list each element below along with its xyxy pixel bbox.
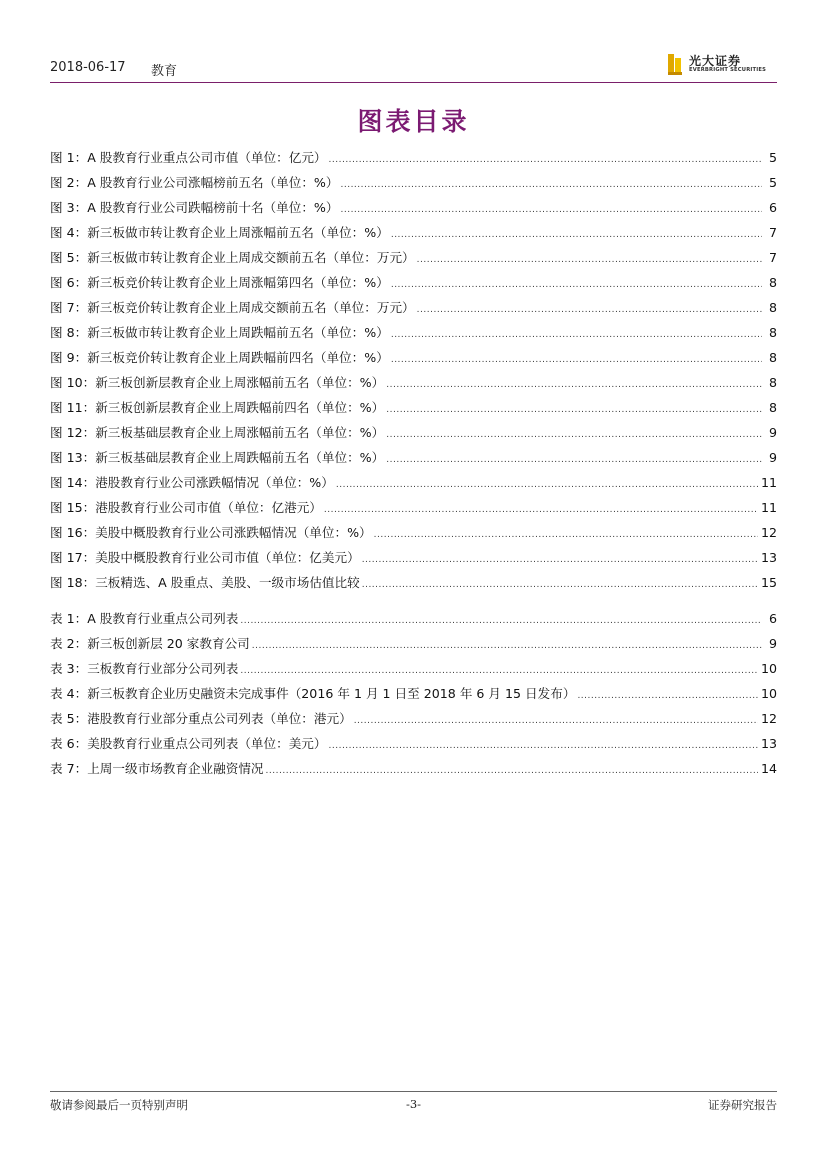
dot-leader [374,523,758,548]
dot-leader [391,273,762,298]
toc-entry-label: 图 18：三板精选、A 股重点、美股、一级市场估值比较 [50,575,360,590]
page-number: -3- [405,1097,422,1111]
toc-entry-label: 表 2：新三板创新层 20 家教育公司 [50,636,250,651]
toc-entry-page: 8 [768,400,777,415]
dot-leader [577,684,758,709]
toc-entry-label: 图 12：新三板基础层教育企业上周涨幅前五名（单位：%） [50,425,385,440]
table-toc-entry[interactable] [50,606,777,631]
toc-entry-page: 9 [768,450,777,465]
toc-entry-page: 13 [760,550,777,565]
toc-entry-page: 11 [760,500,777,515]
toc-entry-label: 图 5：新三板做市转让教育企业上周成交额前五名（单位：万元） [50,250,415,265]
toc-entry-label: 表 4：新三板教育企业历史融资未完成事件（2016 年 1 月 1 日至 2018 年 6 月 15 日发布） [50,686,576,701]
toc-entry-page: 7 [768,250,777,265]
dot-leader [336,473,758,498]
toc-entry-label: 图 8：新三板做市转让教育企业上周跌幅前五名（单位：%） [50,325,389,340]
toc-entry-label: 表 3：三板教育行业部分公司列表 [50,661,239,676]
dot-leader [329,734,758,759]
industry-label: 教育 [151,64,178,79]
dot-leader [340,173,762,198]
figure-toc-entry[interactable] [50,320,777,345]
toc-entry-page: 8 [768,275,777,290]
dot-leader [340,198,762,223]
table-of-contents [50,145,777,781]
dot-leader [362,573,758,598]
dot-leader [252,634,762,659]
toc-entry-page: 11 [760,475,777,490]
toc-entry-label: 表 7：上周一级市场教育企业融资情况 [50,761,264,776]
dot-leader [391,348,762,373]
figure-list [50,145,777,595]
table-toc-entry[interactable] [50,731,777,756]
report-date: 2018-06-17 [50,60,126,75]
figure-toc-entry[interactable] [50,520,777,545]
toc-entry-page: 10 [760,686,777,701]
toc-entry-label: 图 3：A 股教育行业公司跌幅榜前十名（单位：%） [50,200,339,215]
figure-toc-entry[interactable] [50,570,777,595]
toc-entry-label: 图 10：新三板创新层教育企业上周涨幅前五名（单位：%） [50,375,385,390]
toc-entry-label: 表 1：A 股教育行业重点公司列表 [50,611,239,626]
figure-toc-entry[interactable] [50,270,777,295]
figure-toc-entry[interactable] [50,195,777,220]
dot-leader [354,709,758,734]
toc-entry-page: 15 [760,575,777,590]
figure-toc-entry[interactable] [50,245,777,270]
dot-leader [386,423,762,448]
toc-entry-label: 表 5：港股教育行业部分重点公司列表（单位：港元） [50,711,352,726]
figure-toc-entry[interactable] [50,545,777,570]
toc-entry-page: 9 [768,425,777,440]
toc-entry-label: 图 7：新三板竞价转让教育企业上周成交额前五名（单位：万元） [50,300,415,315]
page-title: 图表目录 [357,107,470,136]
figure-toc-entry[interactable] [50,445,777,470]
toc-entry-page: 10 [760,661,777,676]
toc-entry-page: 8 [768,375,777,390]
table-toc-entry[interactable] [50,656,777,681]
logo-mark-icon [667,52,683,76]
report-type: 证券研究报告 [708,1098,777,1112]
figure-toc-entry[interactable] [50,345,777,370]
toc-entry-page: 6 [768,611,777,626]
header-divider [50,82,777,83]
logo-subtext: EVERBRIGHT SECURITIES [689,67,767,73]
figure-toc-entry[interactable] [50,470,777,495]
company-logo [667,52,777,78]
toc-entry-page: 8 [768,350,777,365]
toc-entry-label: 图 17：美股中概股教育行业公司市值（单位：亿美元） [50,550,360,565]
toc-entry-label: 图 4：新三板做市转让教育企业上周涨幅前五名（单位：%） [50,225,389,240]
toc-entry-page: 13 [760,736,777,751]
dot-leader [391,223,762,248]
figure-toc-entry[interactable] [50,145,777,170]
toc-entry-page: 8 [768,300,777,315]
table-toc-entry[interactable] [50,756,777,781]
toc-entry-page: 5 [768,175,777,190]
table-toc-entry[interactable] [50,681,777,706]
toc-entry-label: 图 14：港股教育行业公司涨跌幅情况（单位：%） [50,475,334,490]
toc-entry-label: 图 15：港股教育行业公司市值（单位：亿港元） [50,500,322,515]
page-header [50,54,777,80]
toc-entry-label: 表 6：美股教育行业重点公司列表（单位：美元） [50,736,327,751]
toc-entry-label: 图 11：新三板创新层教育企业上周跌幅前四名（单位：%） [50,400,385,415]
table-toc-entry[interactable] [50,631,777,656]
figure-toc-entry[interactable] [50,170,777,195]
toc-entry-page: 14 [760,761,777,776]
dot-leader [417,298,762,323]
dot-leader [240,609,762,634]
dot-leader [362,548,758,573]
toc-entry-page: 8 [768,325,777,340]
page-footer [50,1097,777,1115]
toc-entry-label: 图 1：A 股教育行业重点公司市值（单位：亿元） [50,150,327,165]
toc-entry-page: 9 [768,636,777,651]
dot-leader [266,759,758,784]
dot-leader [417,248,762,273]
table-list [50,606,777,781]
dot-leader [386,448,762,473]
toc-entry-label: 图 2：A 股教育行业公司涨幅榜前五名（单位：%） [50,175,339,190]
toc-entry-label: 图 6：新三板竞价转让教育企业上周涨幅第四名（单位：%） [50,275,389,290]
footer-divider [50,1091,777,1092]
toc-entry-label: 图 13：新三板基础层教育企业上周跌幅前五名（单位：%） [50,450,385,465]
figure-toc-entry[interactable] [50,295,777,320]
toc-entry-label: 图 16：美股中概股教育行业公司涨跌幅情况（单位：%） [50,525,372,540]
figure-toc-entry[interactable] [50,370,777,395]
disclaimer-note: 敬请参阅最后一页特别声明 [50,1098,188,1112]
figure-toc-entry[interactable] [50,495,777,520]
figure-toc-entry[interactable] [50,395,777,420]
figure-toc-entry[interactable] [50,420,777,445]
dot-leader [324,498,758,523]
toc-entry-page: 6 [768,200,777,215]
toc-entry-page: 12 [760,525,777,540]
logo-text: 光大证券 [689,54,742,68]
table-toc-entry[interactable] [50,706,777,731]
dot-leader [386,373,762,398]
dot-leader [386,398,762,423]
toc-entry-page: 5 [768,150,777,165]
toc-entry-page: 7 [768,225,777,240]
toc-entry-label: 图 9：新三板竞价转让教育企业上周跌幅前四名（单位：%） [50,350,389,365]
dot-leader [329,148,762,173]
dot-leader [391,323,762,348]
toc-entry-page: 12 [760,711,777,726]
figure-toc-entry[interactable] [50,220,777,245]
